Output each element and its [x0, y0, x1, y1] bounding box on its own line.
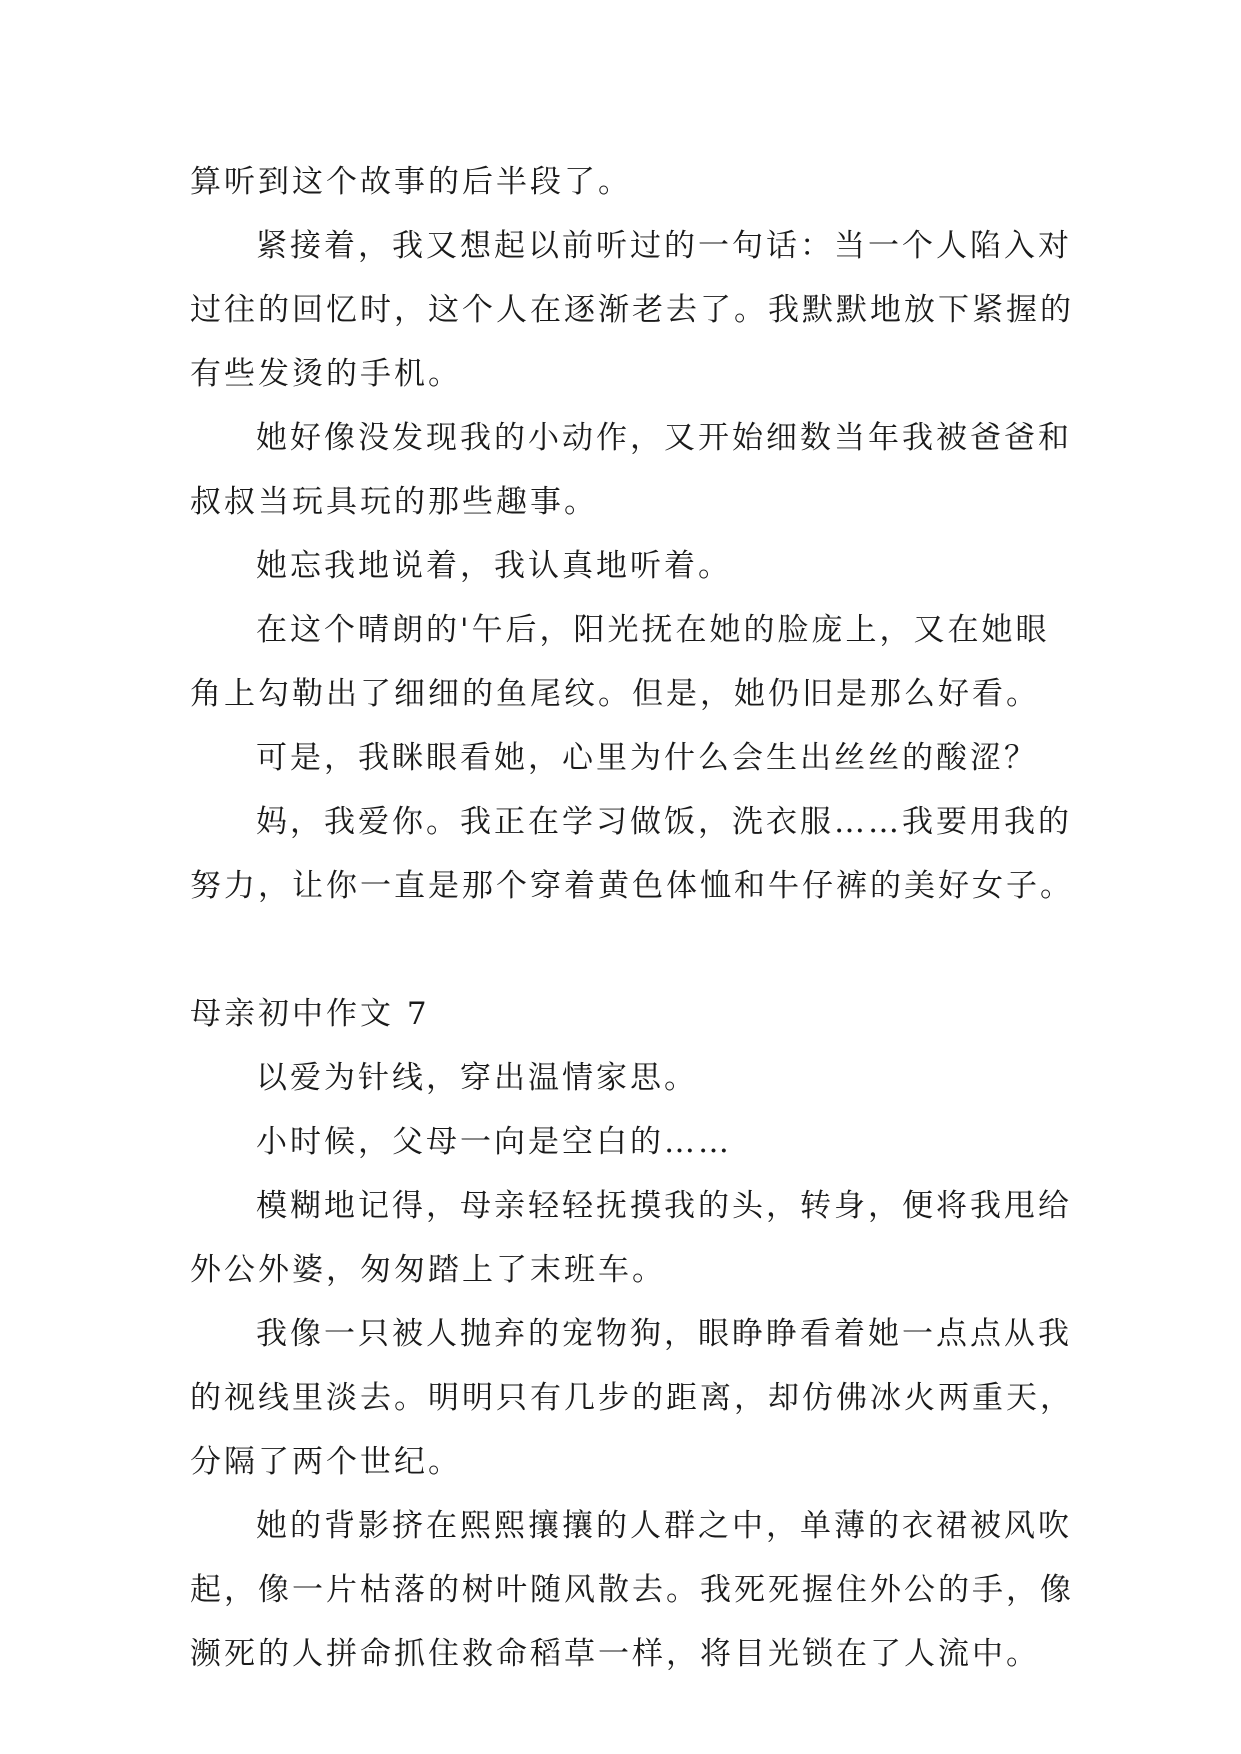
text-line: 过往的回忆时，这个人在逐渐老去了。我默默地放下紧握的: [190, 292, 1074, 328]
text-line: 努力，让你一直是那个穿着黄色体恤和牛仔裤的美好女子。: [190, 868, 1074, 904]
paragraph-start-line: 以爱为针线，穿出温情家思。: [256, 1060, 698, 1096]
paragraph-start-line: 模糊地记得，母亲轻轻抚摸我的头，转身，便将我甩给: [256, 1188, 1072, 1224]
paragraph-start-line: 紧接着，我又想起以前听过的一句话：当一个人陷入对: [256, 228, 1072, 264]
text-line: 分隔了两个世纪。: [190, 1444, 462, 1480]
paragraph-start-line: 她忘我地说着，我认真地听着。: [256, 548, 732, 584]
paragraph-start-line: 可是，我眯眼看她，心里为什么会生出丝丝的酸涩？: [256, 740, 1038, 776]
paragraph-start-line: 她好像没发现我的小动作，又开始细数当年我被爸爸和: [256, 420, 1072, 456]
text-line: 外公外婆，匆匆踏上了末班车。: [190, 1252, 666, 1288]
paragraph-start-line: 妈，我爱你。我正在学习做饭，洗衣服……我要用我的: [256, 804, 1072, 840]
paragraph-start-line: 她的背影挤在熙熙攘攘的人群之中，单薄的衣裙被风吹: [256, 1508, 1072, 1544]
text-line: 濒死的人拼命抓住救命稻草一样，将目光锁在了人流中。: [190, 1636, 1040, 1672]
section-title: 母亲初中作文 7: [190, 996, 430, 1032]
text-line: 角上勾勒出了细细的鱼尾纹。但是，她仍旧是那么好看。: [190, 676, 1040, 712]
paragraph-start-line: 我像一只被人抛弃的宠物狗，眼睁睁看着她一点点从我: [256, 1316, 1072, 1352]
paragraph-start-line: 小时候，父母一向是空白的……: [256, 1124, 732, 1160]
paragraph-start-line: 在这个晴朗的'午后，阳光抚在她的脸庞上，又在她眼: [256, 612, 1050, 648]
text-line: 叔叔当玩具玩的那些趣事。: [190, 484, 598, 520]
document-page: [190, 150, 1074, 1686]
text-line: 有些发烫的手机。: [190, 356, 462, 392]
text-line: 算听到这个故事的后半段了。: [190, 164, 632, 200]
section-gap: [190, 918, 1070, 982]
text-line: 起，像一片枯落的树叶随风散去。我死死握住外公的手，像: [190, 1572, 1074, 1608]
text-line: 的视线里淡去。明明只有几步的距离，却仿佛冰火两重天，: [190, 1380, 1074, 1416]
